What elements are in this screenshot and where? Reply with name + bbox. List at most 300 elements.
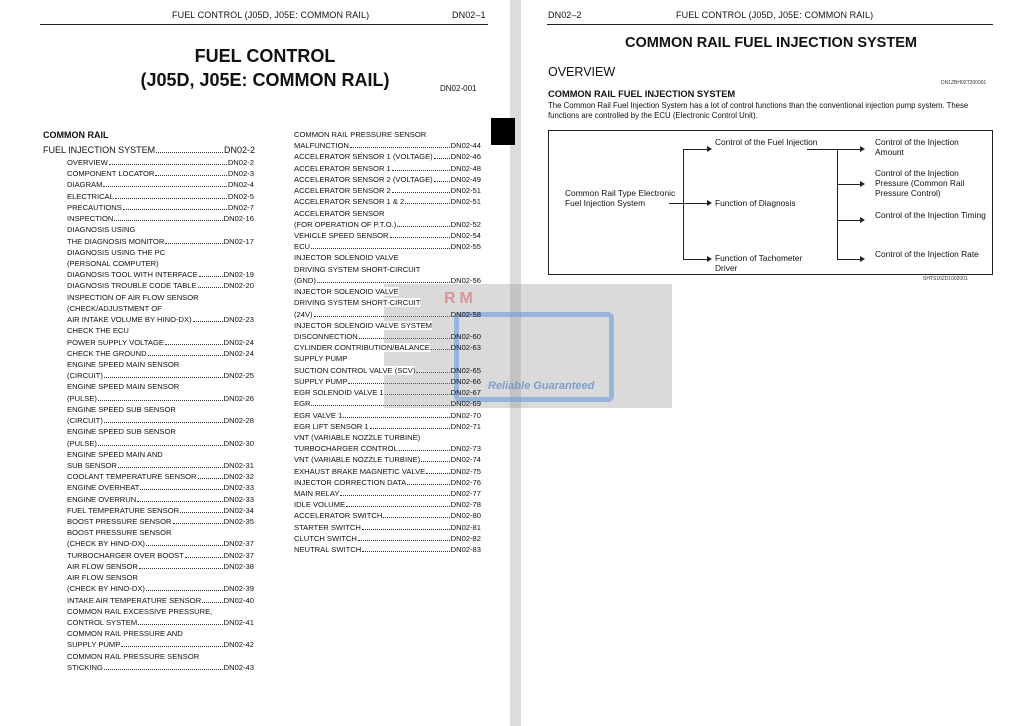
toc-col1-entry-label: ENGINE OVERHEAT [67, 483, 140, 493]
toc-col2-entry[interactable] [294, 220, 481, 229]
toc-main-entry-label: FUEL INJECTION SYSTEM [43, 145, 156, 155]
toc-col2-entry[interactable] [294, 511, 481, 520]
toc-col2-entry-label: MALFUNCTION [294, 141, 349, 151]
toc-col1-entry[interactable] [67, 461, 254, 470]
toc-col2-entry-page: DN02-75 [450, 466, 481, 476]
toc-leader [140, 489, 222, 490]
toc-leader [311, 248, 450, 249]
toc-col2-entry[interactable] [294, 366, 481, 375]
toc-col1-entry-label: ENGINE SPEED SUB SENSOR [67, 427, 176, 437]
right-header-title: FUEL CONTROL (J05D, J05E: COMMON RAIL) [676, 10, 874, 20]
toc-col2-entry[interactable] [294, 455, 481, 464]
toc-col1-entry[interactable] [67, 483, 254, 492]
toc-col2-entry-page: DN02-56 [450, 275, 481, 285]
toc-leader [165, 243, 222, 244]
toc-col2-entry-label: MAIN RELAY [294, 489, 340, 499]
toc-col1-entry [67, 360, 254, 369]
toc-col2-entry [294, 130, 481, 139]
section-code: DN02-001 [440, 84, 477, 93]
toc-col1-entry-page: DN02-5 [227, 191, 254, 201]
toc-col1-entry[interactable] [67, 270, 254, 279]
watermark-letters: RM [444, 290, 477, 307]
toc-col1-entry[interactable] [67, 237, 254, 246]
toc-col1-entry-label: TURBOCHARGER OVER BOOST [67, 550, 184, 560]
toc-col1-entry-page: DN02-41 [223, 618, 254, 628]
toc-leader [137, 501, 222, 502]
left-header-rule [40, 24, 488, 25]
diagram-leaf-1: Control of the Injection Amount [875, 137, 959, 157]
toc-leader [155, 175, 226, 176]
leaf-arrow-1 [860, 146, 865, 152]
toc-col1-entry-label: THE DIAGNOSIS MONITOR [67, 236, 165, 246]
toc-col1-entry-page: DN02-40 [223, 595, 254, 605]
toc-leader [340, 495, 449, 496]
toc-leader [317, 282, 450, 283]
toc-col1-entry[interactable] [67, 663, 254, 672]
toc-col2-entry-label: TURBOCHARGER CONTROL [294, 444, 398, 454]
toc-col2-entry-page: DN02-78 [450, 500, 481, 510]
toc-col2-entry[interactable] [294, 231, 481, 240]
toc-leader [362, 551, 449, 552]
toc-col2-entry-page: DN02-58 [450, 309, 481, 319]
toc-col1-entry-page: DN02-39 [223, 584, 254, 594]
toc-col1-entry-page: DN02-3 [227, 169, 254, 179]
toc-col1-entry-page: DN02-31 [223, 460, 254, 470]
toc-col1-entry[interactable] [67, 439, 254, 448]
toc-col1-entry[interactable] [67, 551, 254, 560]
toc-col2-entry-label: VNT (VARIABLE NOZZLE TURBINE) [294, 455, 421, 465]
toc-leader [123, 209, 227, 210]
toc-col2-entry-page: DN02-52 [450, 219, 481, 229]
toc-col1-entry-label: COMMON RAIL PRESSURE SENSOR [67, 651, 200, 661]
toc-leader [426, 473, 449, 474]
toc-col1-entry[interactable] [67, 203, 254, 212]
figure-code-top: DN1ZBH02T200001 [941, 80, 987, 86]
left-header-title: FUEL CONTROL (J05D, J05E: COMMON RAIL) [172, 10, 370, 20]
toc-col1-entry-label: AIR INTAKE VOLUME BY HINO-DX) [67, 315, 192, 325]
toc-col1-entry[interactable] [67, 281, 254, 290]
toc-col2-entry-page: DN02-54 [450, 230, 481, 240]
toc-leader [109, 164, 227, 165]
toc-col2-entry[interactable] [294, 186, 481, 195]
toc-col2-entry-page: DN02-82 [450, 533, 481, 543]
mid-trunk [683, 149, 684, 259]
toc-col1-entry-page: DN02-2 [227, 158, 254, 167]
mid-branch-3 [683, 259, 709, 260]
toc-col2-entry-page: DN02-51 [450, 186, 481, 196]
toc-col2-entry-page: DN02-73 [450, 444, 481, 454]
toc-leader [98, 445, 223, 446]
right-header-rule [547, 24, 993, 25]
diagram-mid-3: Function of Tachometer Driver [715, 253, 803, 273]
toc-col2-entry-page: DN02-74 [450, 455, 481, 465]
toc-col1-entry-label: ENGINE SPEED MAIN SENSOR [67, 382, 180, 392]
toc-col1-entry-label: SUPPLY PUMP [67, 640, 121, 650]
toc-col2-entry[interactable] [294, 534, 481, 543]
toc-col1-entry-page: DN02-24 [223, 348, 254, 358]
toc-leader [199, 276, 223, 277]
toc-col1-entry[interactable] [67, 506, 254, 515]
toc-col1-entry-page: DN02-20 [223, 281, 254, 291]
toc-col1-entry[interactable] [67, 180, 254, 189]
diagram-leaf-2: Control of the Injection Pressure (Common Rail Pressure Control) [875, 168, 965, 198]
toc-col1-entry-label: (PERSONAL COMPUTER) [67, 258, 159, 268]
toc-col2-entry-page: DN02-81 [450, 522, 481, 532]
toc-leader [98, 400, 223, 401]
toc-col1-entry-page: DN02-33 [223, 483, 254, 493]
toc-col2-entry[interactable] [294, 164, 481, 173]
toc-col1-entry[interactable] [67, 517, 254, 526]
toc-leader [185, 557, 223, 558]
toc-leader [421, 461, 449, 462]
thumb-index-tab [491, 118, 515, 145]
toc-col1-entry-page: DN02-30 [223, 438, 254, 448]
toc-leader [383, 517, 449, 518]
toc-col1-entry-label: (CHECK/ADJUSTMENT OF [67, 303, 162, 313]
toc-col1-entry [67, 225, 254, 234]
toc-col2-entry-page: DN02-51 [450, 197, 481, 207]
toc-col2-entry[interactable] [294, 500, 481, 509]
mid-branch-1 [683, 149, 709, 150]
toc-col2-entry-label: CYLINDER CONTRIBUTION/BALANCE [294, 343, 430, 353]
toc-col1-entry-label: PRECAUTIONS [67, 202, 122, 212]
toc-col2-entry-page: DN02-65 [450, 365, 481, 375]
toc-col2-entry-page: DN02-69 [450, 399, 481, 409]
diagram-root: Common Rail Type Electronic Fuel Injection System [565, 188, 676, 208]
toc-col2-entry-label: SUPPLY PUMP [294, 376, 348, 386]
subheading: COMMON RAIL FUEL INJECTION SYSTEM [548, 89, 736, 99]
mid-branch-2 [683, 203, 709, 204]
toc-col1-entry[interactable] [67, 472, 254, 481]
toc-col2-entry-label: VNT (VARIABLE NOZZLE TURBINE) [294, 432, 421, 442]
toc-col1-entry [67, 259, 254, 268]
toc-leader [114, 220, 222, 221]
figure-code-bottom: SHTS162D1002001 [923, 276, 968, 282]
toc-col1-entry-label: (PULSE) [67, 438, 97, 448]
toc-col2-entry[interactable] [294, 422, 481, 431]
toc-leader [146, 545, 223, 546]
toc-col2-entry-label: ACCELERATOR SENSOR 2 (VOLTAGE) [294, 174, 433, 184]
toc-col2-entry-label: (FOR OPERATION OF P.T.O.) [294, 219, 397, 229]
leaf-branch-3 [837, 220, 861, 221]
toc-col1-entry[interactable] [67, 169, 254, 178]
toc-leader [350, 147, 450, 148]
toc-col1-entry-page: DN02-17 [223, 236, 254, 246]
right-page-title: COMMON RAIL FUEL INJECTION SYSTEM [625, 35, 917, 51]
toc-col2-entry [294, 253, 481, 262]
toc-col2-entry[interactable] [294, 444, 481, 453]
function-diagram [548, 130, 993, 275]
toc-col1-entry-label: ELECTRICAL [67, 191, 114, 201]
toc-col1-entry-page: DN02-38 [223, 561, 254, 571]
toc-col1-entry[interactable] [67, 618, 254, 627]
mid-arrow-2 [707, 200, 712, 206]
toc-main-entry-page: DN02-2 [223, 145, 255, 155]
toc-col1-entry-page: DN02-26 [223, 393, 254, 403]
toc-col2-entry-label: ACCELERATOR SENSOR 1 [294, 163, 391, 173]
mid-arrow-1 [707, 146, 712, 152]
toc-col1-entry[interactable] [67, 192, 254, 201]
toc-col2-entry-label: ACCELERATOR SWITCH [294, 511, 383, 521]
toc-col1-entry[interactable] [67, 584, 254, 593]
toc-col1-entry[interactable] [67, 416, 254, 425]
toc-col1-entry-label: SUB SENSOR [67, 460, 117, 470]
toc-leader [202, 602, 222, 603]
toc-col2-entry-label: ECU [294, 242, 311, 252]
toc-col1-entry-label: COMPONENT LOCATOR [67, 169, 155, 179]
leaf-arrow-4 [860, 256, 865, 262]
toc-col2-entry[interactable] [294, 411, 481, 420]
toc-leader [346, 506, 450, 507]
toc-col1-entry [67, 528, 254, 537]
overview-heading: OVERVIEW [548, 65, 616, 79]
toc-col2-entry-label: EGR SOLENOID VALVE 1 [294, 388, 384, 398]
diagram-leaf-3: Control of the Injection Timing [875, 210, 986, 220]
toc-col2-entry-page: DN02-60 [450, 331, 481, 341]
toc-col2-entry-label: EXHAUST BRAKE MAGNETIC VALVE [294, 466, 426, 476]
toc-col1-entry [67, 405, 254, 414]
toc-col1-entry-label: AIR FLOW SENSOR [67, 561, 138, 571]
toc-col1-entry [67, 293, 254, 302]
toc-leader [173, 523, 223, 524]
overview-paragraph: The Common Rail Fuel Injection System has a lot of control functions than the conventional injection pump system. These functions are controlled by the ECU (Electronic Control Unit). [548, 101, 969, 120]
toc-col2-entry [294, 433, 481, 442]
toc-leader [392, 192, 450, 193]
toc-col1-entry-label: DIAGNOSIS USING THE PC [67, 247, 166, 257]
toc-col1-entry[interactable] [67, 158, 254, 167]
toc-leader [115, 198, 227, 199]
toc-col1-entry-label: DIAGNOSIS TROUBLE CODE TABLE [67, 281, 197, 291]
toc-col2-entry-label: EGR VALVE 1 [294, 410, 343, 420]
toc-col1-entry-label: POWER SUPPLY VOLTAGE [67, 337, 164, 347]
toc-leader [399, 450, 450, 451]
toc-leader [405, 203, 449, 204]
toc-section-title: COMMON RAIL [43, 130, 109, 140]
toc-col1-entry [67, 652, 254, 661]
toc-col2-entry-page: DN02-44 [450, 141, 481, 151]
diagram-mid-1: Control of the Fuel Injection [715, 137, 818, 147]
toc-col2-entry-label: INJECTOR SOLENOID VALVE [294, 253, 399, 263]
toc-leader [343, 417, 449, 418]
toc-col2-entry[interactable] [294, 467, 481, 476]
toc-col1-entry-page: DN02-37 [223, 539, 254, 549]
toc-col2-entry-label: EGR LIFT SENSOR 1 [294, 421, 369, 431]
toc-col1-entry-page: DN02-25 [223, 371, 254, 381]
toc-leader [138, 624, 222, 625]
toc-col2-entry-label: INJECTOR SOLENOID VALVE [294, 287, 399, 297]
toc-col1-entry-page: DN02-42 [223, 640, 254, 650]
toc-col1-entry-page: DN02-37 [223, 550, 254, 560]
toc-col2-entry-label: DRIVING SYSTEM SHORT-CIRCUIT [294, 298, 421, 308]
toc-col1-entry[interactable] [67, 371, 254, 380]
toc-col1-entry-label: ENGINE SPEED MAIN SENSOR [67, 359, 180, 369]
toc-col2-entry-page: DN02-55 [450, 242, 481, 252]
toc-col2-entry-label: INJECTOR CORRECTION DATA [294, 477, 407, 487]
toc-col1-entry-label: (PULSE) [67, 393, 97, 403]
toc-col1-entry-label: CHECK THE GROUND [67, 348, 147, 358]
toc-col2-entry[interactable] [294, 152, 481, 161]
toc-col1-entry-page: DN02-34 [223, 505, 254, 515]
diagram-mid-2: Function of Diagnosis [715, 198, 796, 208]
toc-col1-entry-label: INSPECTION [67, 214, 114, 224]
toc-col1-entry[interactable] [67, 640, 254, 649]
toc-col2-entry-label: EGR [294, 399, 311, 409]
toc-col2-entry-page: DN02-71 [450, 421, 481, 431]
toc-col1-entry [67, 326, 254, 335]
toc-col1-entry-page: DN02-23 [223, 315, 254, 325]
toc-col1-entry-page: DN02-24 [223, 337, 254, 347]
toc-leader [397, 226, 449, 227]
toc-col2-entry-label: STARTER SWITCH [294, 522, 361, 532]
toc-col1-entry [67, 450, 254, 459]
toc-col1-entry-label: DIAGNOSIS USING [67, 225, 136, 235]
toc-col2-entry-label: (24V) [294, 309, 313, 319]
root-connector [669, 203, 683, 204]
toc-col2-entry-page: DN02-46 [450, 152, 481, 162]
toc-col2-entry-label: SUPPLY PUMP [294, 354, 348, 364]
toc-col2-entry-label: CLUTCH SWITCH [294, 533, 357, 543]
toc-col2-entry-label: DRIVING SYSTEM SHORT-CIRCUIT [294, 264, 421, 274]
toc-col2-entry-label: COMMON RAIL PRESSURE SENSOR [294, 130, 427, 139]
toc-col1-entry-label: ENGINE SPEED MAIN AND [67, 449, 163, 459]
toc-col2-entry-page: DN02-48 [450, 163, 481, 173]
toc-leader [180, 512, 223, 513]
toc-col2-entry-label: ACCELERATOR SENSOR 1 (VOLTAGE) [294, 152, 433, 162]
toc-leader [148, 355, 223, 356]
toc-leader [392, 170, 450, 171]
toc-leader [156, 152, 223, 153]
toc-col1-entry-label: AIR FLOW SENSOR [67, 573, 138, 583]
toc-col2-entry[interactable] [294, 545, 481, 554]
leaf-branch-4 [837, 259, 861, 260]
toc-col2-entry[interactable] [294, 489, 481, 498]
toc-col2-entry[interactable] [294, 343, 481, 352]
toc-col2-entry[interactable] [294, 141, 481, 150]
toc-col1-entry[interactable] [67, 338, 254, 347]
toc-leader [118, 467, 223, 468]
toc-col2-entry-page: DN02-77 [450, 489, 481, 499]
toc-col1-entry [67, 573, 254, 582]
toc-col1-entry-page: DN02-7 [227, 202, 254, 212]
toc-col2-entry[interactable] [294, 523, 481, 532]
toc-col2-entry [294, 209, 481, 218]
toc-col2-entry[interactable] [294, 197, 481, 206]
toc-col2-entry[interactable] [294, 175, 481, 184]
leaf-arrow-3 [860, 217, 865, 223]
toc-leader [121, 646, 222, 647]
toc-col1-entry [67, 607, 254, 616]
toc-col2-entry-label: ACCELERATOR SENSOR [294, 208, 385, 218]
toc-leader [198, 287, 223, 288]
toc-col2-entry-label: DISCONNECTION [294, 331, 358, 341]
toc-col1-entry [67, 248, 254, 257]
left-header-code: DN02–1 [452, 10, 486, 20]
toc-col1-entry-page: DN02-35 [223, 517, 254, 527]
toc-col2-entry-label: VEHICLE SPEED SENSOR [294, 230, 389, 240]
right-header-code: DN02–2 [548, 10, 582, 20]
toc-col1-entry-label: INSPECTION OF AIR FLOW SENSOR [67, 292, 199, 302]
toc-col2-entry-page: DN02-67 [450, 388, 481, 398]
toc-leader [193, 321, 223, 322]
toc-col1-entry-label: COMMON RAIL EXCESSIVE PRESSURE, [67, 606, 213, 616]
toc-col1-entry-label: FUEL TEMPERATURE SENSOR [67, 505, 180, 515]
toc-col1-entry[interactable] [67, 539, 254, 548]
leaf-connector [807, 149, 837, 150]
toc-col2-entry-label: INJECTOR SOLENOID VALVE SYSTEM [294, 320, 432, 330]
toc-col2-entry[interactable] [294, 242, 481, 251]
toc-col2-entry-label: IDLE VOLUME [294, 500, 346, 510]
toc-leader [370, 428, 450, 429]
toc-col1-entry-label: ENGINE SPEED SUB SENSOR [67, 404, 176, 414]
toc-col1-entry[interactable] [67, 349, 254, 358]
toc-leader [198, 478, 223, 479]
toc-col1-entry [67, 427, 254, 436]
toc-col1-entry-page: DN02-4 [227, 180, 254, 190]
toc-col1-entry [67, 382, 254, 391]
toc-col1-entry-label: DIAGRAM [67, 180, 103, 190]
toc-col1-entry-label: STICKING [67, 662, 103, 672]
toc-leader [104, 377, 223, 378]
toc-col2-entry-page: DN02-49 [450, 174, 481, 184]
toc-col1-entry-label: OVERVIEW [67, 158, 108, 167]
toc-leader [165, 344, 223, 345]
toc-col1-entry-label: DIAGNOSIS TOOL WITH INTERFACE [67, 270, 198, 280]
toc-col2-entry-label: NEUTRAL SWITCH [294, 545, 362, 555]
toc-leader [390, 237, 450, 238]
toc-col2-entry-page: DN02-80 [450, 511, 481, 521]
toc-leader [434, 158, 450, 159]
toc-col1-entry-label: (CHECK BY HINO-DX) [67, 584, 145, 594]
toc-col1-entry-label: (CIRCUIT) [67, 371, 103, 381]
toc-main-entry[interactable] [43, 145, 255, 155]
page-title-line2: (J05D, J05E: COMMON RAIL) [140, 70, 390, 90]
toc-col1-entry[interactable] [67, 596, 254, 605]
toc-col1-entry-label: ENGINE OVERRUN [67, 494, 137, 504]
toc-leader [146, 590, 223, 591]
toc-col2-entry-page: DN02-63 [450, 343, 481, 353]
toc-col2-entry-page: DN02-83 [450, 545, 481, 555]
toc-leader [362, 529, 450, 530]
toc-col1-entry[interactable] [67, 315, 254, 324]
toc-leader [358, 540, 450, 541]
toc-col2-entry-page: DN02-66 [450, 376, 481, 386]
toc-col1-entry-label: BOOST PRESSURE SENSOR [67, 528, 172, 538]
toc-col2-entry-label: ACCELERATOR SENSOR 1 & 2 [294, 197, 405, 207]
toc-col1-entry-label: CHECK THE ECU [67, 326, 129, 336]
toc-col1-entry-label: COOLANT TEMPERATURE SENSOR [67, 472, 197, 482]
diagram-leaf-4: Control of the Injection Rate [875, 249, 979, 259]
toc-col2-entry-label: ACCELERATOR SENSOR 2 [294, 186, 391, 196]
toc-col1-entry[interactable] [67, 495, 254, 504]
toc-col1-entry-page: DN02-16 [223, 214, 254, 224]
toc-col2-entry-page: DN02-76 [450, 477, 481, 487]
leaf-arrow-2 [860, 181, 865, 187]
toc-col1-entry[interactable] [67, 394, 254, 403]
toc-col1-entry-page: DN02-32 [223, 472, 254, 482]
toc-col1-entry[interactable] [67, 562, 254, 571]
toc-leader [104, 422, 223, 423]
toc-col2-entry [294, 265, 481, 274]
leaf-branch-1 [837, 149, 861, 150]
toc-col1-entry-label: (CHECK BY HINO-DX) [67, 539, 145, 549]
toc-col1-entry-label: BOOST PRESSURE SENSOR [67, 517, 172, 527]
page-title-line1: FUEL CONTROL [194, 46, 336, 66]
toc-col1-entry-label: COMMON RAIL PRESSURE AND [67, 629, 183, 639]
toc-leader [103, 186, 226, 187]
toc-col1-entry-page: DN02-43 [223, 662, 254, 672]
toc-col2-entry[interactable] [294, 478, 481, 487]
toc-col1-entry[interactable] [67, 214, 254, 223]
